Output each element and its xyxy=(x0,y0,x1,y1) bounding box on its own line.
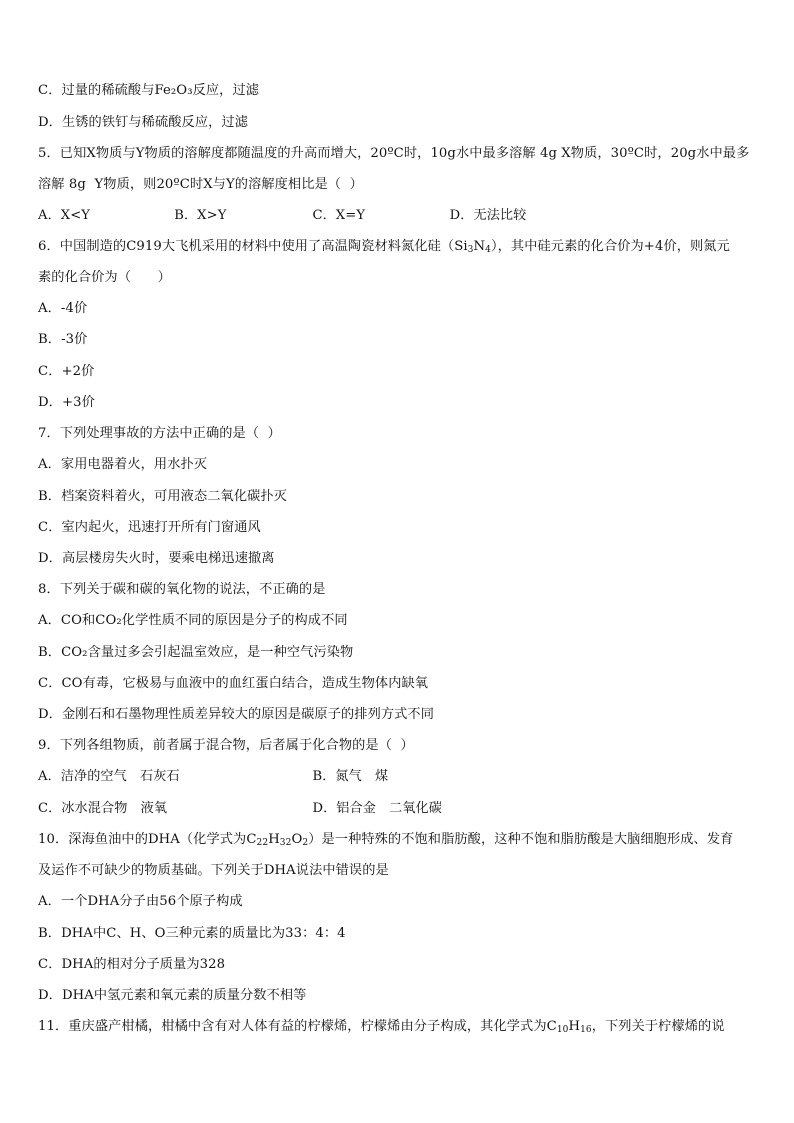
q10-option-d-text: D．DHA中氢元素和氧元素的质量分数不相等 xyxy=(38,988,307,1003)
q7-stem-text: 7．下列处理事故的方法中正确的是（ ） xyxy=(38,426,281,441)
q8-option-c-text: C．CO有毒，它极易与血液中的血红蛋白结合，造成生物体内缺氧 xyxy=(38,676,429,691)
q6-stem-line2 xyxy=(38,269,171,287)
q9-option-a: A．洁净的空气 石灰石 xyxy=(38,769,180,784)
q4-option-c xyxy=(38,82,259,100)
q9-options-row2 xyxy=(38,800,754,818)
q10-subscript-32: 32 xyxy=(279,838,292,848)
q4-option-d xyxy=(38,114,248,132)
q10-option-b-text: B．DHA中C、H、O三种元素的质量比为33：4：4 xyxy=(38,926,346,941)
q8-option-d-text: D．金刚石和石墨物理性质差异较大的原因是碳原子的排列方式不同 xyxy=(38,707,435,722)
q10-option-a xyxy=(38,893,243,911)
q10-option-b xyxy=(38,925,346,943)
q10-stem-text-c: O xyxy=(291,832,303,847)
q6-option-d-text: D．+3价 xyxy=(38,395,95,410)
q9-option-c: C．冰水混合物 液氧 xyxy=(38,801,168,816)
q4-option-c-text: C．过量的稀硫酸与Fe₂O₃反应，过滤 xyxy=(38,83,260,98)
q10-stem-line1 xyxy=(38,831,733,849)
q7-option-d-text: D．高层楼房失火时，要乘电梯迅速撤离 xyxy=(38,551,275,566)
q11-subscript-10: 10 xyxy=(556,1025,569,1035)
q10-stem-line2-text: 及运作不可缺少的物质基础。下列关于DHA说法中错误的是 xyxy=(38,863,389,878)
q5-option-d: D．无法比较 xyxy=(449,208,527,223)
q8-option-b-text: B．CO₂含量过多会引起温室效应，是一种空气污染物 xyxy=(38,645,354,660)
q7-option-a-text: A．家用电器着火，用水扑灭 xyxy=(38,457,208,472)
q5-stem-line2 xyxy=(38,176,363,194)
q5-stem-line1-text: 5．已知X物质与Y物质的溶解度都随温度的升高而增大，20ºC时，10g水中最多溶解 4g X物质，30ºC时，20g水中最多 xyxy=(38,146,750,161)
q6-stem-text-b: N xyxy=(473,239,486,254)
q10-subscript-22: 22 xyxy=(256,838,269,848)
q9-stem-text: 9．下列各组物质，前者属于混合物，后者属于化合物的是（ ） xyxy=(38,738,414,753)
q7-option-d xyxy=(38,550,275,568)
q8-option-d xyxy=(38,706,434,724)
q10-stem-text-d: ）是一种特殊的不饱和脂肪酸，这种不饱和脂肪酸是大脑细胞形成、发育 xyxy=(308,832,734,847)
q6-option-b-text: B．-3价 xyxy=(38,332,88,347)
q8-stem-text: 8．下列关于碳和碳的氧化物的说法，不正确的是 xyxy=(38,582,326,597)
q6-stem-text-a: 6．中国制造的C919大飞机采用的材料中使用了高温陶瓷材料氮化硅（Si xyxy=(38,239,468,254)
q8-option-c xyxy=(38,675,428,693)
q10-stem-line2 xyxy=(38,862,389,880)
q6-option-a-text: A．-4价 xyxy=(38,301,88,316)
q6-option-c-text: C．+2价 xyxy=(38,364,95,379)
q11-stem-text-c: ，下列关于柠檬烯的说 xyxy=(591,1019,725,1034)
q5-option-a: A．X<Y xyxy=(38,208,91,223)
q5-option-b: B．X>Y xyxy=(174,208,227,223)
q5-options xyxy=(38,207,754,225)
q5-stem-line1 xyxy=(38,145,749,163)
q10-stem-text-b: H xyxy=(268,832,280,847)
q6-option-c xyxy=(38,363,94,381)
q8-stem xyxy=(38,581,326,599)
q8-option-a xyxy=(38,612,348,630)
q10-option-c xyxy=(38,956,225,974)
q10-subscript-2: 2 xyxy=(302,838,309,848)
q10-option-a-text: A．一个DHA分子由56个原子构成 xyxy=(38,894,243,909)
q5-option-c: C．X=Y xyxy=(312,208,366,223)
q11-subscript-16: 16 xyxy=(580,1025,592,1035)
q6-subscript-4: 4 xyxy=(485,245,491,255)
q7-option-c xyxy=(38,519,261,537)
q10-option-d xyxy=(38,987,306,1005)
q7-stem xyxy=(38,425,281,443)
q6-subscript-3: 3 xyxy=(467,245,474,255)
q7-option-a xyxy=(38,456,207,474)
q8-option-b xyxy=(38,644,353,662)
q6-stem-line2-text: 素的化合价为（ ） xyxy=(38,270,171,285)
q4-option-d-text: D．生锈的铁钉与稀硫酸反应，过滤 xyxy=(38,115,248,130)
q6-option-b xyxy=(38,331,87,349)
q6-option-a xyxy=(38,300,87,318)
q6-stem-text-c: ），其中硅元素的化合价为+4价，则氮元 xyxy=(490,239,730,254)
q7-option-b xyxy=(38,488,287,506)
q9-option-b: B．氮气 煤 xyxy=(312,769,389,784)
q11-stem-text-a: 11．重庆盛产柑橘，柑橘中含有对人体有益的柠檬烯，柠檬烯由分子构成，其化学式为C xyxy=(38,1019,557,1034)
q7-option-c-text: C．室内起火，迅速打开所有门窗通风 xyxy=(38,520,261,535)
q6-stem-line1 xyxy=(38,238,730,256)
q9-stem xyxy=(38,737,414,755)
q8-option-a-text: A．CO和CO₂化学性质不同的原因是分子的构成不同 xyxy=(38,613,348,628)
q6-option-d xyxy=(38,394,95,412)
q7-option-b-text: B．档案资料着火，可用液态二氧化碳扑灭 xyxy=(38,489,287,504)
q11-stem-line1 xyxy=(38,1018,725,1036)
q9-option-d: D．铝合金 二氧化碳 xyxy=(312,801,442,816)
q10-stem-text-a: 10．深海鱼油中的DHA（化学式为C xyxy=(38,832,257,847)
q10-option-c-text: C．DHA的相对分子质量为328 xyxy=(38,957,226,972)
q5-stem-line2-text: 溶解 8g Y物质，则20ºC时X与Y的溶解度相比是（ ） xyxy=(38,177,363,192)
q11-stem-text-b: H xyxy=(568,1019,581,1034)
q9-options-row1 xyxy=(38,768,754,786)
